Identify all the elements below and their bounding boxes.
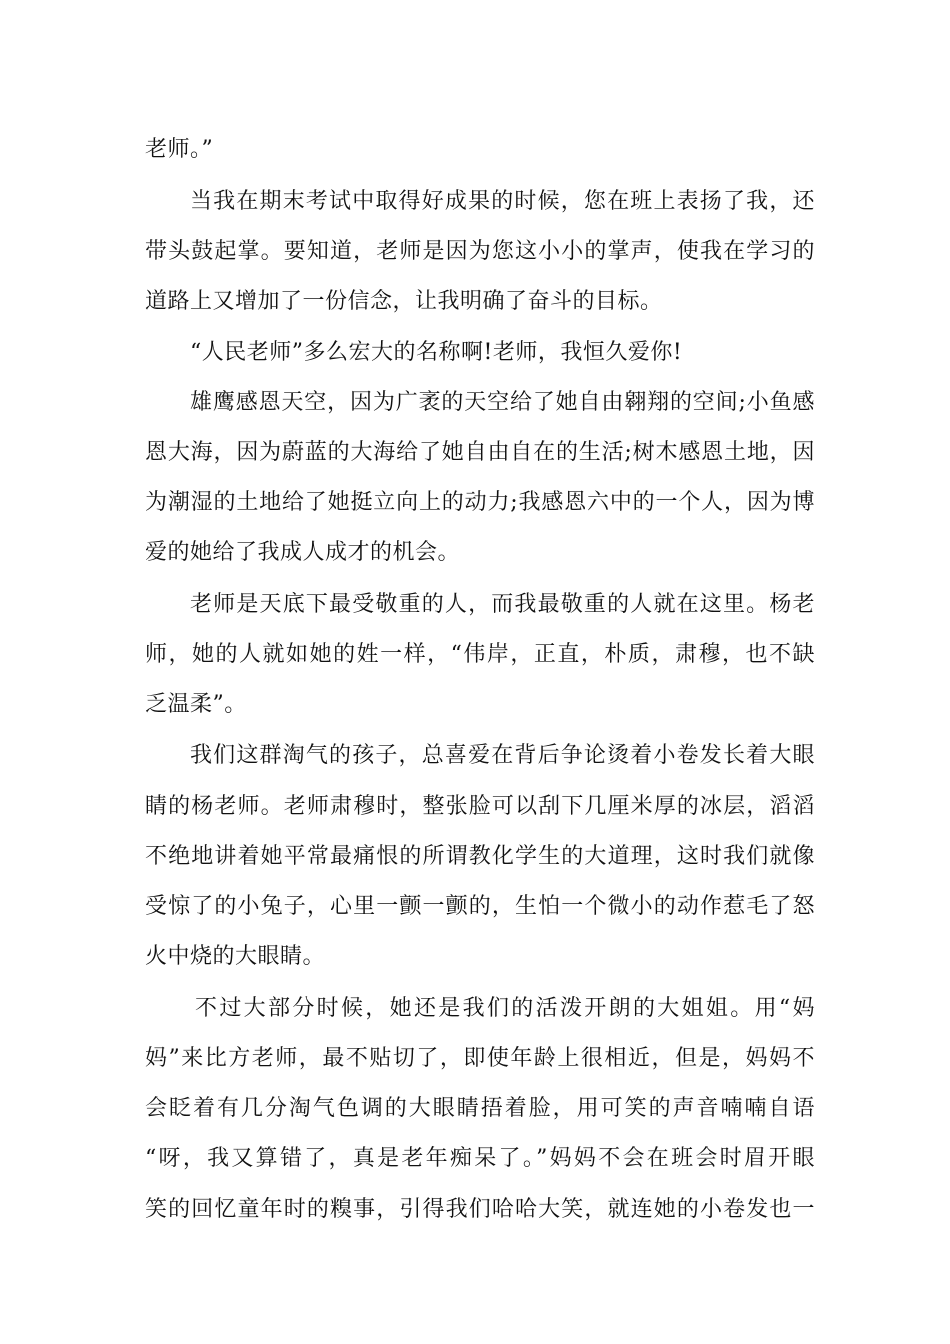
text-line-8: 为潮湿的土地给了她挺立向上的动力;我感恩六中的一个人，因为博 bbox=[145, 490, 815, 515]
text-line-1: 老师。” bbox=[145, 137, 214, 162]
text-line-7: 恩大海，因为蔚蓝的大海给了她自由自在的生活;树木感恩土地，因 bbox=[145, 440, 815, 465]
text-line-21: “呀，我又算错了，真是老年痴呆了。”妈妈不会在班会时眉开眼 bbox=[145, 1146, 815, 1171]
text-line-17: 火中烧的大眼睛。 bbox=[145, 944, 326, 969]
text-line-6: 雄鹰感恩天空，因为广袤的天空给了她自由翱翔的空间;小鱼感 bbox=[190, 390, 815, 415]
text-line-18: 不过大部分时候，她还是我们的活泼开朗的大姐姐。用“妈 bbox=[195, 996, 815, 1021]
text-line-20: 会眨着有几分淘气色调的大眼睛捂着脸，用可笑的声音喃喃自语 bbox=[145, 1096, 815, 1121]
text-line-11: 师，她的人就如她的姓一样，“伟岸，正直，朴质，肃穆，也不缺 bbox=[145, 642, 815, 667]
text-line-4: 道路上又增加了一份信念，让我明确了奋斗的目标。 bbox=[145, 289, 663, 314]
text-line-13: 我们这群淘气的孩子，总喜爱在背后争论烫着小卷发长着大眼 bbox=[190, 743, 815, 768]
text-line-14: 睛的杨老师。老师肃穆时，整张脸可以刮下几厘米厚的冰层，滔滔 bbox=[145, 794, 815, 819]
text-line-5: “人民老师”多么宏大的名称啊!老师，我恒久爱你! bbox=[190, 340, 683, 365]
text-line-22: 笑的回忆童年时的糗事，引得我们哈哈大笑，就连她的小卷发也一 bbox=[145, 1197, 815, 1222]
text-line-2: 当我在期末考试中取得好成果的时候，您在班上表扬了我，还 bbox=[190, 189, 815, 214]
text-line-3: 带头鼓起掌。要知道，老师是因为您这小小的掌声，使我在学习的 bbox=[145, 239, 815, 264]
text-line-19: 妈”来比方老师，最不贴切了，即使年龄上很相近，但是，妈妈不 bbox=[145, 1046, 815, 1071]
text-line-12: 乏温柔”。 bbox=[145, 692, 247, 717]
text-line-16: 受惊了的小兔子，心里一颤一颤的，生怕一个微小的动作惹毛了怒 bbox=[145, 894, 815, 919]
text-line-10: 老师是天底下最受敬重的人，而我最敬重的人就在这里。杨老 bbox=[190, 592, 815, 617]
text-line-9: 爱的她给了我成人成才的机会。 bbox=[145, 540, 461, 565]
text-line-15: 不绝地讲着她平常最痛恨的所谓教化学生的大道理，这时我们就像 bbox=[145, 844, 815, 869]
